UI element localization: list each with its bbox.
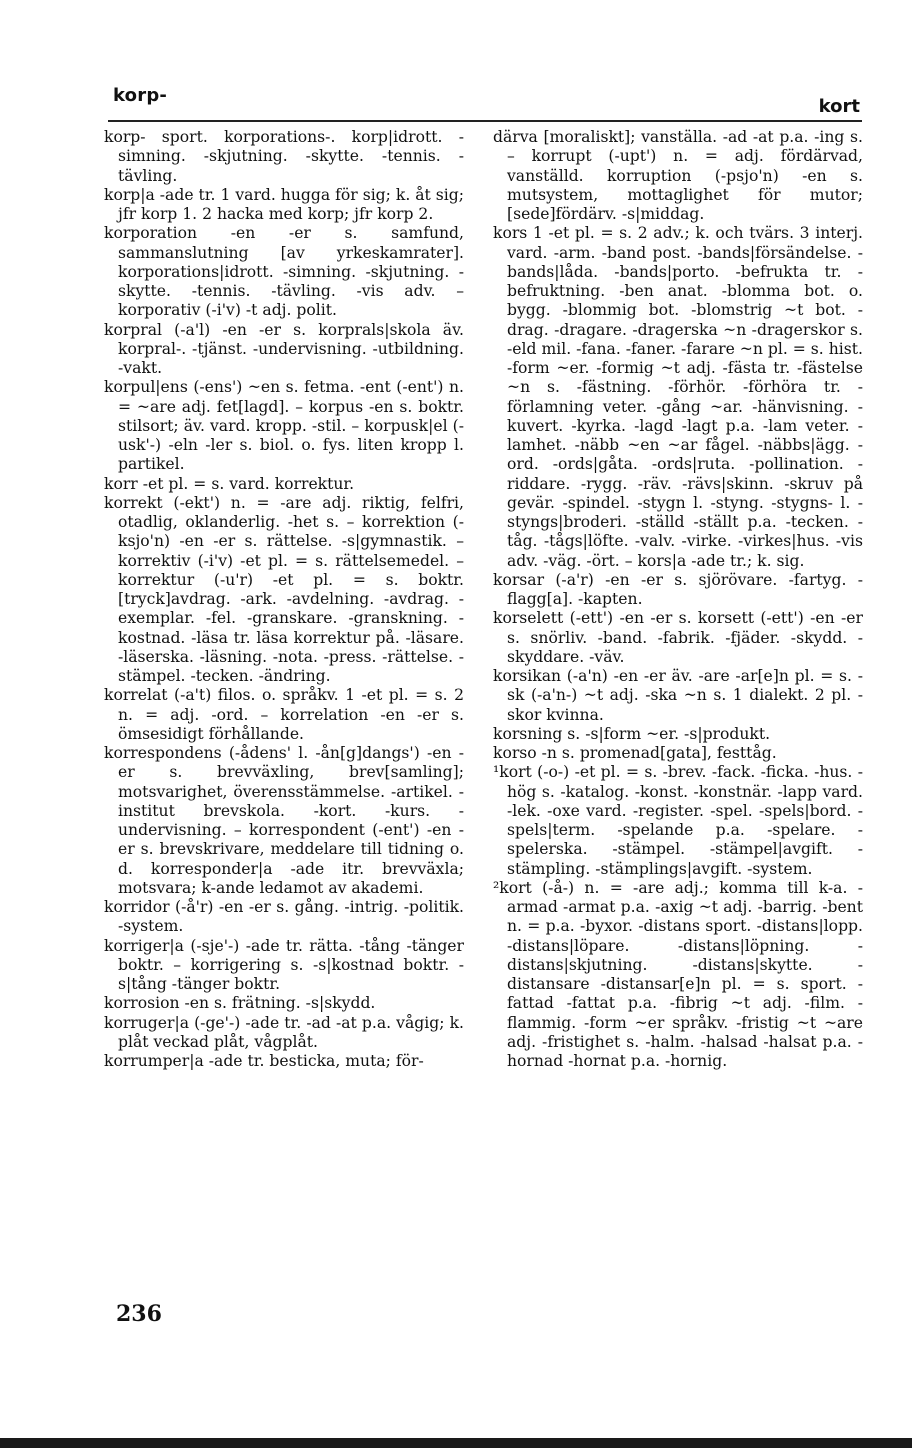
entry: korsar (-a'r) -en -er s. sjörövare. -fartyg. -flagg[a]. -kapten. xyxy=(493,570,863,608)
entry: korrumper|a -ade tr. besticka, muta; för- xyxy=(104,1052,424,1070)
entry: korrosion -en s. frätning. -s|skydd. xyxy=(104,994,376,1013)
entry: korr -et pl. = s. vard. korrektur. xyxy=(104,474,355,493)
header-rule xyxy=(108,120,862,122)
entry: kors 1 -et pl. = s. 2 adv.; k. och tvärs. 3 interj. vard. -arm. -band post. -bands|försändelse. -bands|låda. -bands|porto. -befrukta tr. -befruktning. -ben anat. -blomma bot. o. bygg. -blommig bot. -blomstrig ~t bot. -drag. -dragare. -dragerska ~n -dragerskor s. -eld mil. -fana. -faner. -farare ~n pl. = s. hist. -form ~er. -formig ~t adj. -fästa tr. -fästelse ~n s. -fästning. -förhör. -förhöra tr. -förlamning veter. -gång ~ar. -hänvisning. -kuvert. -kyrka. -lagd -lagt p.a. -lam veter. -lamhet. -näbb ~en ~ar fågel. -näbbs|ägg. -ord. -ords|gåta. -ords|ruta. -pollination. -riddare. -rygg. -räv. -rävs|skinn. -skruv på gevär. -spindel. -stygn l. -styng. -stygns- l. -styngs|broderi. -ställd -ställt p.a. -tecken. -tåg. -tågs|löfte. -valv. -virke. -virkes|hus. -vis adv. -väg. -ört. – kors|a -ade tr.; k. sig. xyxy=(493,224,863,570)
entry: korselett (-ett') -en -er s. korsett (-ett') -en -er s. snörliv. -band. -fabrik. -fjäder. -skydd. -skyddare. -väv. xyxy=(493,609,863,666)
entry: därva [moraliskt]; vanställa. -ad -at p.a. -ing s. – korrupt (-upt') n. = adj. fördärvad, vanställd. korruption (-psjo'n) -en s. mutsystem, mottaglighet för mutor; [sede]fördärv. -s|middag. xyxy=(493,128,863,223)
right-column xyxy=(493,128,863,1071)
entry: korp- sport. korporations-. korp|idrott. -simning. -skjutning. -skytte. -tennis. -tävling. xyxy=(104,128,464,185)
entry: korrelat (-a't) filos. o. språkv. 1 -et pl. = s. 2 n. = adj. -ord. – korrelation -en -er s. ömsesidigt förhållande. xyxy=(104,686,464,743)
entry: korporation -en -er s. samfund, sammanslutning [av yrkeskamrater]. korporations|idrott. -simning. -skjutning. -skytte. -tennis. -tävling. -vis adv. – korporativ (-i'v) -t adj. polit. xyxy=(104,224,464,320)
entry: korpul|ens (-ens') ~en s. fetma. -ent (-ent') n. = ~are adj. fet[lagd]. – korpus -en s. boktr. stilsort; äv. vard. kropp. -stil. – korpusk|el (-usk'-) -eln -ler s. biol. o. fys. liten kropp l. partikel. xyxy=(104,378,464,474)
left-column xyxy=(104,128,464,1071)
entry: korpral (-a'l) -en -er s. korprals|skola äv. korpral-. -tjänst. -undervisning. -utbildning. -vakt. xyxy=(104,320,464,377)
entry: korruger|a (-ge'-) -ade tr. -ad -at p.a. vågig; k. plåt veckad plåt, vågplåt. xyxy=(104,1013,464,1051)
entry: ²kort (-å-) n. = -are adj.; komma till k-a. -armad -armat p.a. -axig ~t adj. -barrig. -bent n. = p.a. -byxor. -distans sport. -distans|lopp. -distans|löpare. -distans|löpning. -distans|skjutning. -distans|skytte. -distansare -distansar[e]n pl. = s. sport. -fattad -fattat p.a. -fibrig ~t adj. -film. -flammig. -form ~er språkv. -fristig ~t ~are adj. -fristighet s. -halm. -halsad -halsat p.a. -hornad -hornat p.a. -hornig. xyxy=(493,878,863,1070)
entry: korsning s. -s|form ~er. -s|produkt. xyxy=(493,724,771,743)
guide-word-left: korp- xyxy=(113,85,168,106)
entry: korrekt (-ekt') n. = -are adj. riktig, felfri, otadlig, oklanderlig. -het s. – korrektion (-ksjo'n) -en -er s. rättelse. -s|gymnastik. – korrektiv (-i'v) -et pl. = s. rättelsemedel. – korrektur (-u'r) -et pl. = s. boktr. [tryck]avdrag. -ark. -avdelning. -avdrag. -exemplar. -fel. -granskare. -granskning. -kostnad. -läsa tr. läsa korrektur på. -läsare. -läserska. -läsning. -nota. -press. -rättelse. -stämpel. -tecken. -ändring. xyxy=(104,493,464,685)
scan-bottom-edge xyxy=(0,1438,912,1448)
entry: korridor (-å'r) -en -er s. gång. -intrig. -politik. -system. xyxy=(104,898,464,936)
entry: korriger|a (-sje'-) -ade tr. rätta. -tång -tänger boktr. – korrigering s. -s|kostnad boktr. -s|tång -tänger boktr. xyxy=(104,936,464,993)
entry: korp|a -ade tr. 1 vard. hugga för sig; k. åt sig; jfr korp 1. 2 hacka med korp; jfr korp 2. xyxy=(104,185,464,223)
page-number: 236 xyxy=(116,1301,162,1327)
entry: korso -n s. promenad[gata], festtåg. xyxy=(493,744,777,762)
entry: korrespondens (-ådens' l. -ån[g]dangs') -en -er s. brevväxling, brev[samling]; motsvarighet, överensstämmelse. -artikel. -institut brevskola. -kort. -kurs. -undervisning. – korrespondent (-ent') -en -er s. brevskrivare, meddelare till tidning o. d. korresponder|a -ade itr. brevväxla; motsvara; k-ande ledamot av akademi. xyxy=(104,744,464,897)
entry: ¹kort (-o-) -et pl. = s. -brev. -fack. -ficka. -hus. -hög s. -katalog. -konst. -konstnär. -lapp vard. -lek. -oxe vard. -register. -spel. -spels|bord. -spels|term. -spelande p.a. -spelare. -spelerska. -stämpel. -stämpel|avgift. -stämpling. -stämplings|avgift. -system. xyxy=(493,763,863,878)
entry: korsikan (-a'n) -en -er äv. -are -ar[e]n pl. = s. -sk (-a'n-) ~t adj. -ska ~n s. 1 dialekt. 2 pl. -skor kvinna. xyxy=(493,667,863,724)
guide-word-right: kort xyxy=(818,96,860,117)
